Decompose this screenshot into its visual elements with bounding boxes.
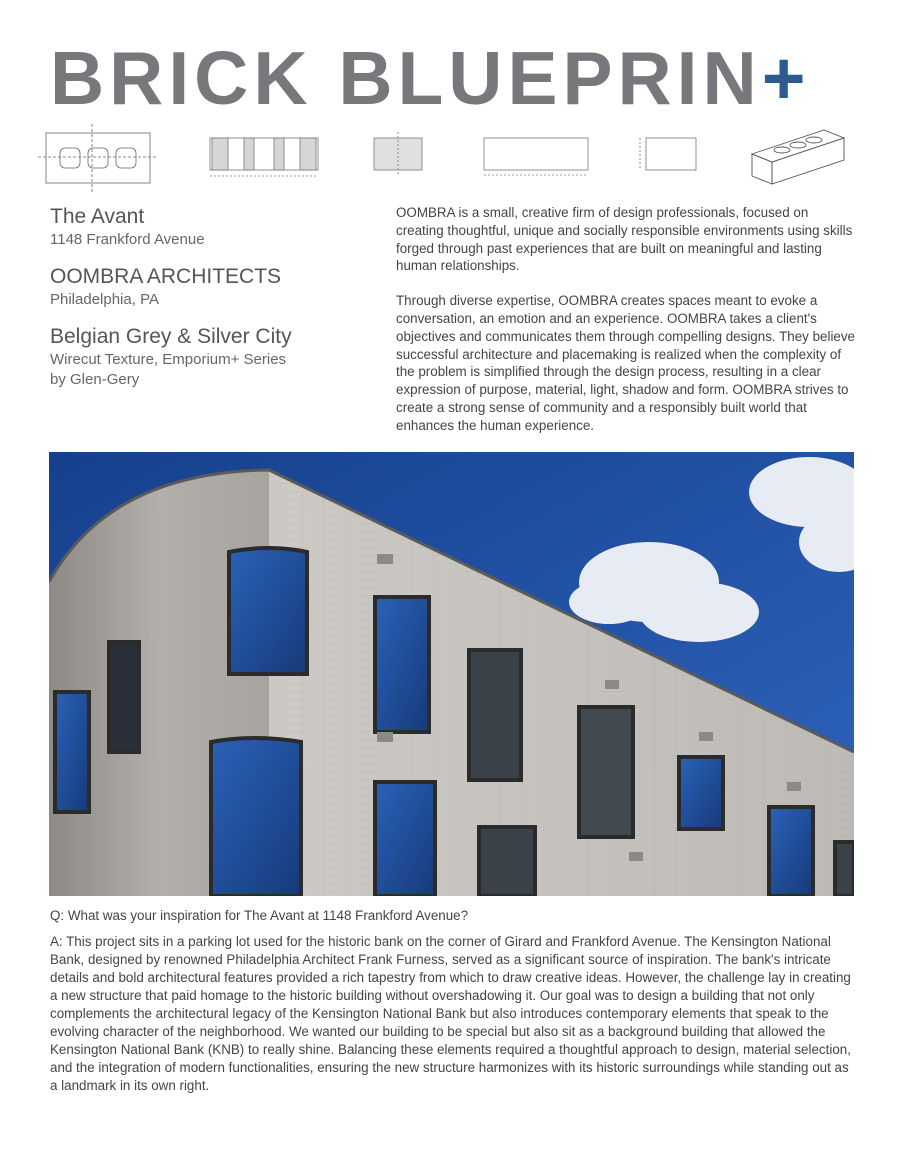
brick-name: Belgian Grey & Silver City <box>50 325 292 348</box>
firm-description <box>396 204 856 452</box>
brick-manufacturer: by Glen-Gery <box>50 371 140 388</box>
brick-texture: Wirecut Texture, Emporium+ Series <box>50 351 287 368</box>
brick-plan-view-drawing <box>38 124 158 192</box>
brick-elevation-long-drawing <box>484 138 588 175</box>
firm-paragraph-1: OOMBRA is a small, creative firm of design professionals, focused on creating thoughtful, unique and socially responsible environments using skills forged through past experiences that are built on meaningful and lasting human relationships. <box>396 205 853 274</box>
architect-block <box>50 264 380 310</box>
building-photo-illustration <box>49 452 854 896</box>
brick-block <box>50 324 380 390</box>
project-block <box>50 204 380 250</box>
project-info-column <box>50 204 380 404</box>
brick-technical-drawings <box>34 120 864 192</box>
brick-isometric-drawing <box>752 130 844 184</box>
masthead-title-text: BRICK BLUEPRIN <box>50 36 762 120</box>
architect-name: OOMBRA ARCHITECTS <box>50 265 282 288</box>
masthead-plus-accent: + <box>761 36 811 120</box>
brick-elevation-short-drawing <box>640 138 696 170</box>
interview-answer: A: This project sits in a parking lot used for the historic bank on the corner of Girard and Frankford Avenue. The Kensington National Bank, designed by renowned Philadelphia Architect Frank Furness, served as a significant source of inspiration. The bank's intricate details and bold architectural features provided a rich tapestry from which to draw creative ideas. However, the challenge lay in creating a new structure that paid homage to the historic building without overshadowing it. Our goal was to design a building that not only complements the architectural legacy of the Kensington National Bank but also introduces contemporary elements that speak to the evolving character of the neighborhood. We wanted our building to be special but also sit as a background building that allowed the Kensington National Bank (KNB) to really shine. Balancing these elements required a thoughtful approach to design, material selection, and the integration of modern functionalities, ensuring the new structure harmonizes with its historic surroundings while standing out as a landmark in its own right. <box>50 934 851 1093</box>
masthead-title <box>50 38 860 118</box>
firm-paragraph-2: Through diverse expertise, OOMBRA creates spaces meant to evoke a conversation, an emotion and an experience. OOMBRA takes a client's objectives and communicates them through compelling designs. They believe successful architecture and placemaking is realized when the complexity of the problem is simplified through the design process, resulting in a clear expression of purpose, material, light, shadow and form. OOMBRA strives to create a strong sense of community and a responsibly built world that enhances the human experience. <box>396 293 856 433</box>
brick-end-drawing <box>374 132 422 176</box>
brick-section-drawing <box>210 138 318 176</box>
project-name: The Avant <box>50 205 145 228</box>
building-photo <box>49 452 854 896</box>
project-address: 1148 Frankford Avenue <box>50 231 205 248</box>
interview-question: Q: What was your inspiration for The Avant at 1148 Frankford Avenue? <box>50 908 469 923</box>
architect-location: Philadelphia, PA <box>50 291 159 308</box>
